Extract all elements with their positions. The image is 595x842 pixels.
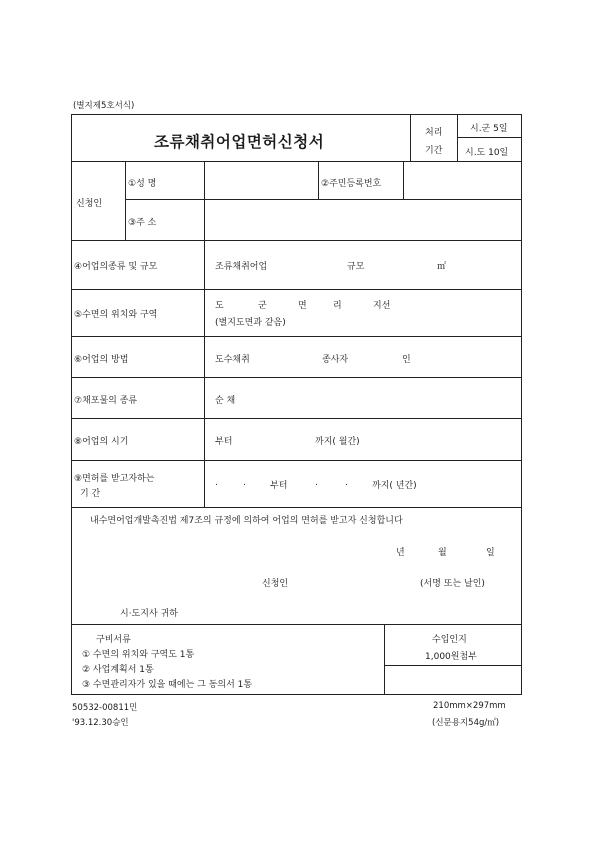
processing-period-province: 시.도 10일 xyxy=(465,148,509,158)
workers-label: 종사자 xyxy=(322,355,349,365)
period-until: 까지( 년간) xyxy=(372,481,417,491)
location-jiseon: 지선 xyxy=(373,301,391,311)
divider xyxy=(384,665,522,666)
divider xyxy=(403,161,404,199)
revenue-stamp-heading: 수입인지 xyxy=(432,635,467,645)
catch-label: ⑦채포물의 종류 xyxy=(74,396,138,406)
divider xyxy=(457,137,522,138)
approval-date: '93.12.30승인 xyxy=(72,718,129,728)
location-ri: 리 xyxy=(333,301,342,311)
divider xyxy=(71,377,522,378)
address-field[interactable] xyxy=(206,201,520,238)
season-from: 부터 xyxy=(215,437,233,447)
documents-item: ③ 수면관리자가 있을 때에는 그 동의서 1통 xyxy=(82,680,253,690)
id-number-field[interactable] xyxy=(405,163,520,197)
period-dot: . xyxy=(243,478,246,488)
divider xyxy=(457,114,458,161)
applicant-section-label: 신청인 xyxy=(76,199,103,209)
period-from: 부터 xyxy=(270,481,288,491)
paper-size: 210mm×297mm xyxy=(433,701,506,711)
divider xyxy=(204,161,205,507)
divider xyxy=(125,161,126,240)
name-field[interactable] xyxy=(206,163,316,197)
period-dot: . xyxy=(215,478,218,488)
divider xyxy=(71,624,522,625)
location-note: (별지도면과 같음) xyxy=(215,318,286,328)
form-reference: (별지제5호서식) xyxy=(73,101,135,111)
form-title: 조류채취어업면허신청서 xyxy=(154,133,325,151)
id-number-label: ②주민등록번호 xyxy=(321,179,382,189)
fishery-type-value: 조류채취어업 xyxy=(215,262,268,272)
method-label: ⑥어업의 방법 xyxy=(74,355,129,365)
signature-note: (서명 또는 날인) xyxy=(420,579,485,589)
catch-value: 순 채 xyxy=(215,396,236,406)
documents-heading: 구비서류 xyxy=(96,635,131,645)
location-do: 도 xyxy=(215,301,224,311)
divider xyxy=(71,289,522,290)
location-label: ⑤수면의 위치와 구역 xyxy=(74,310,158,320)
divider xyxy=(71,161,522,162)
divider xyxy=(384,624,385,695)
date-day: 일 xyxy=(486,548,495,558)
revenue-stamp-amount: 1,000원첨부 xyxy=(425,652,477,662)
season-label: ⑧어업의 시기 xyxy=(74,437,129,447)
paper-type: (신문용지54g/㎡) xyxy=(432,718,500,728)
divider xyxy=(318,161,319,199)
applicant-signature-label: 신청인 xyxy=(262,579,289,589)
documents-item: ② 사업계획서 1통 xyxy=(82,665,154,675)
address-label: ③주 소 xyxy=(128,218,157,228)
period-dot: . xyxy=(345,478,348,488)
name-label: ①성 명 xyxy=(128,179,157,189)
form-code: 50532-00811민 xyxy=(72,703,138,713)
documents-item: ① 수면의 위치와 구역도 1통 xyxy=(82,650,195,660)
divider xyxy=(71,460,522,461)
divider xyxy=(410,114,411,161)
divider xyxy=(71,240,522,241)
declaration-text: 내수면어업개발촉진법 제7조의 규정에 의하여 어업의 면허를 받고자 신청합니다 xyxy=(90,516,403,526)
location-myeon: 면 xyxy=(298,301,307,311)
scale-unit: ㎡ xyxy=(437,262,447,272)
workers-unit: 인 xyxy=(402,355,411,365)
addressee: 시·도지사 귀하 xyxy=(120,609,178,619)
divider xyxy=(71,507,522,508)
season-until: 까지( 월간) xyxy=(315,437,360,447)
divider xyxy=(71,418,522,419)
processing-label: 기간 xyxy=(425,146,443,156)
scale-label: 규모 xyxy=(347,262,365,272)
date-year: 년 xyxy=(396,548,405,558)
date-month: 월 xyxy=(438,548,447,558)
license-period-label: ⑨면허를 받고자하는 xyxy=(74,474,155,484)
processing-label: 처리 xyxy=(425,128,443,138)
period-dot: . xyxy=(315,478,318,488)
fishery-type-label: ④어업의종류 및 규모 xyxy=(74,262,158,272)
method-value: 도수채취 xyxy=(215,355,250,365)
divider xyxy=(71,336,522,337)
processing-period-city: 시.군 5일 xyxy=(470,124,508,134)
divider xyxy=(125,199,522,200)
license-period-label: 기 간 xyxy=(80,489,101,499)
location-gun: 군 xyxy=(258,301,267,311)
